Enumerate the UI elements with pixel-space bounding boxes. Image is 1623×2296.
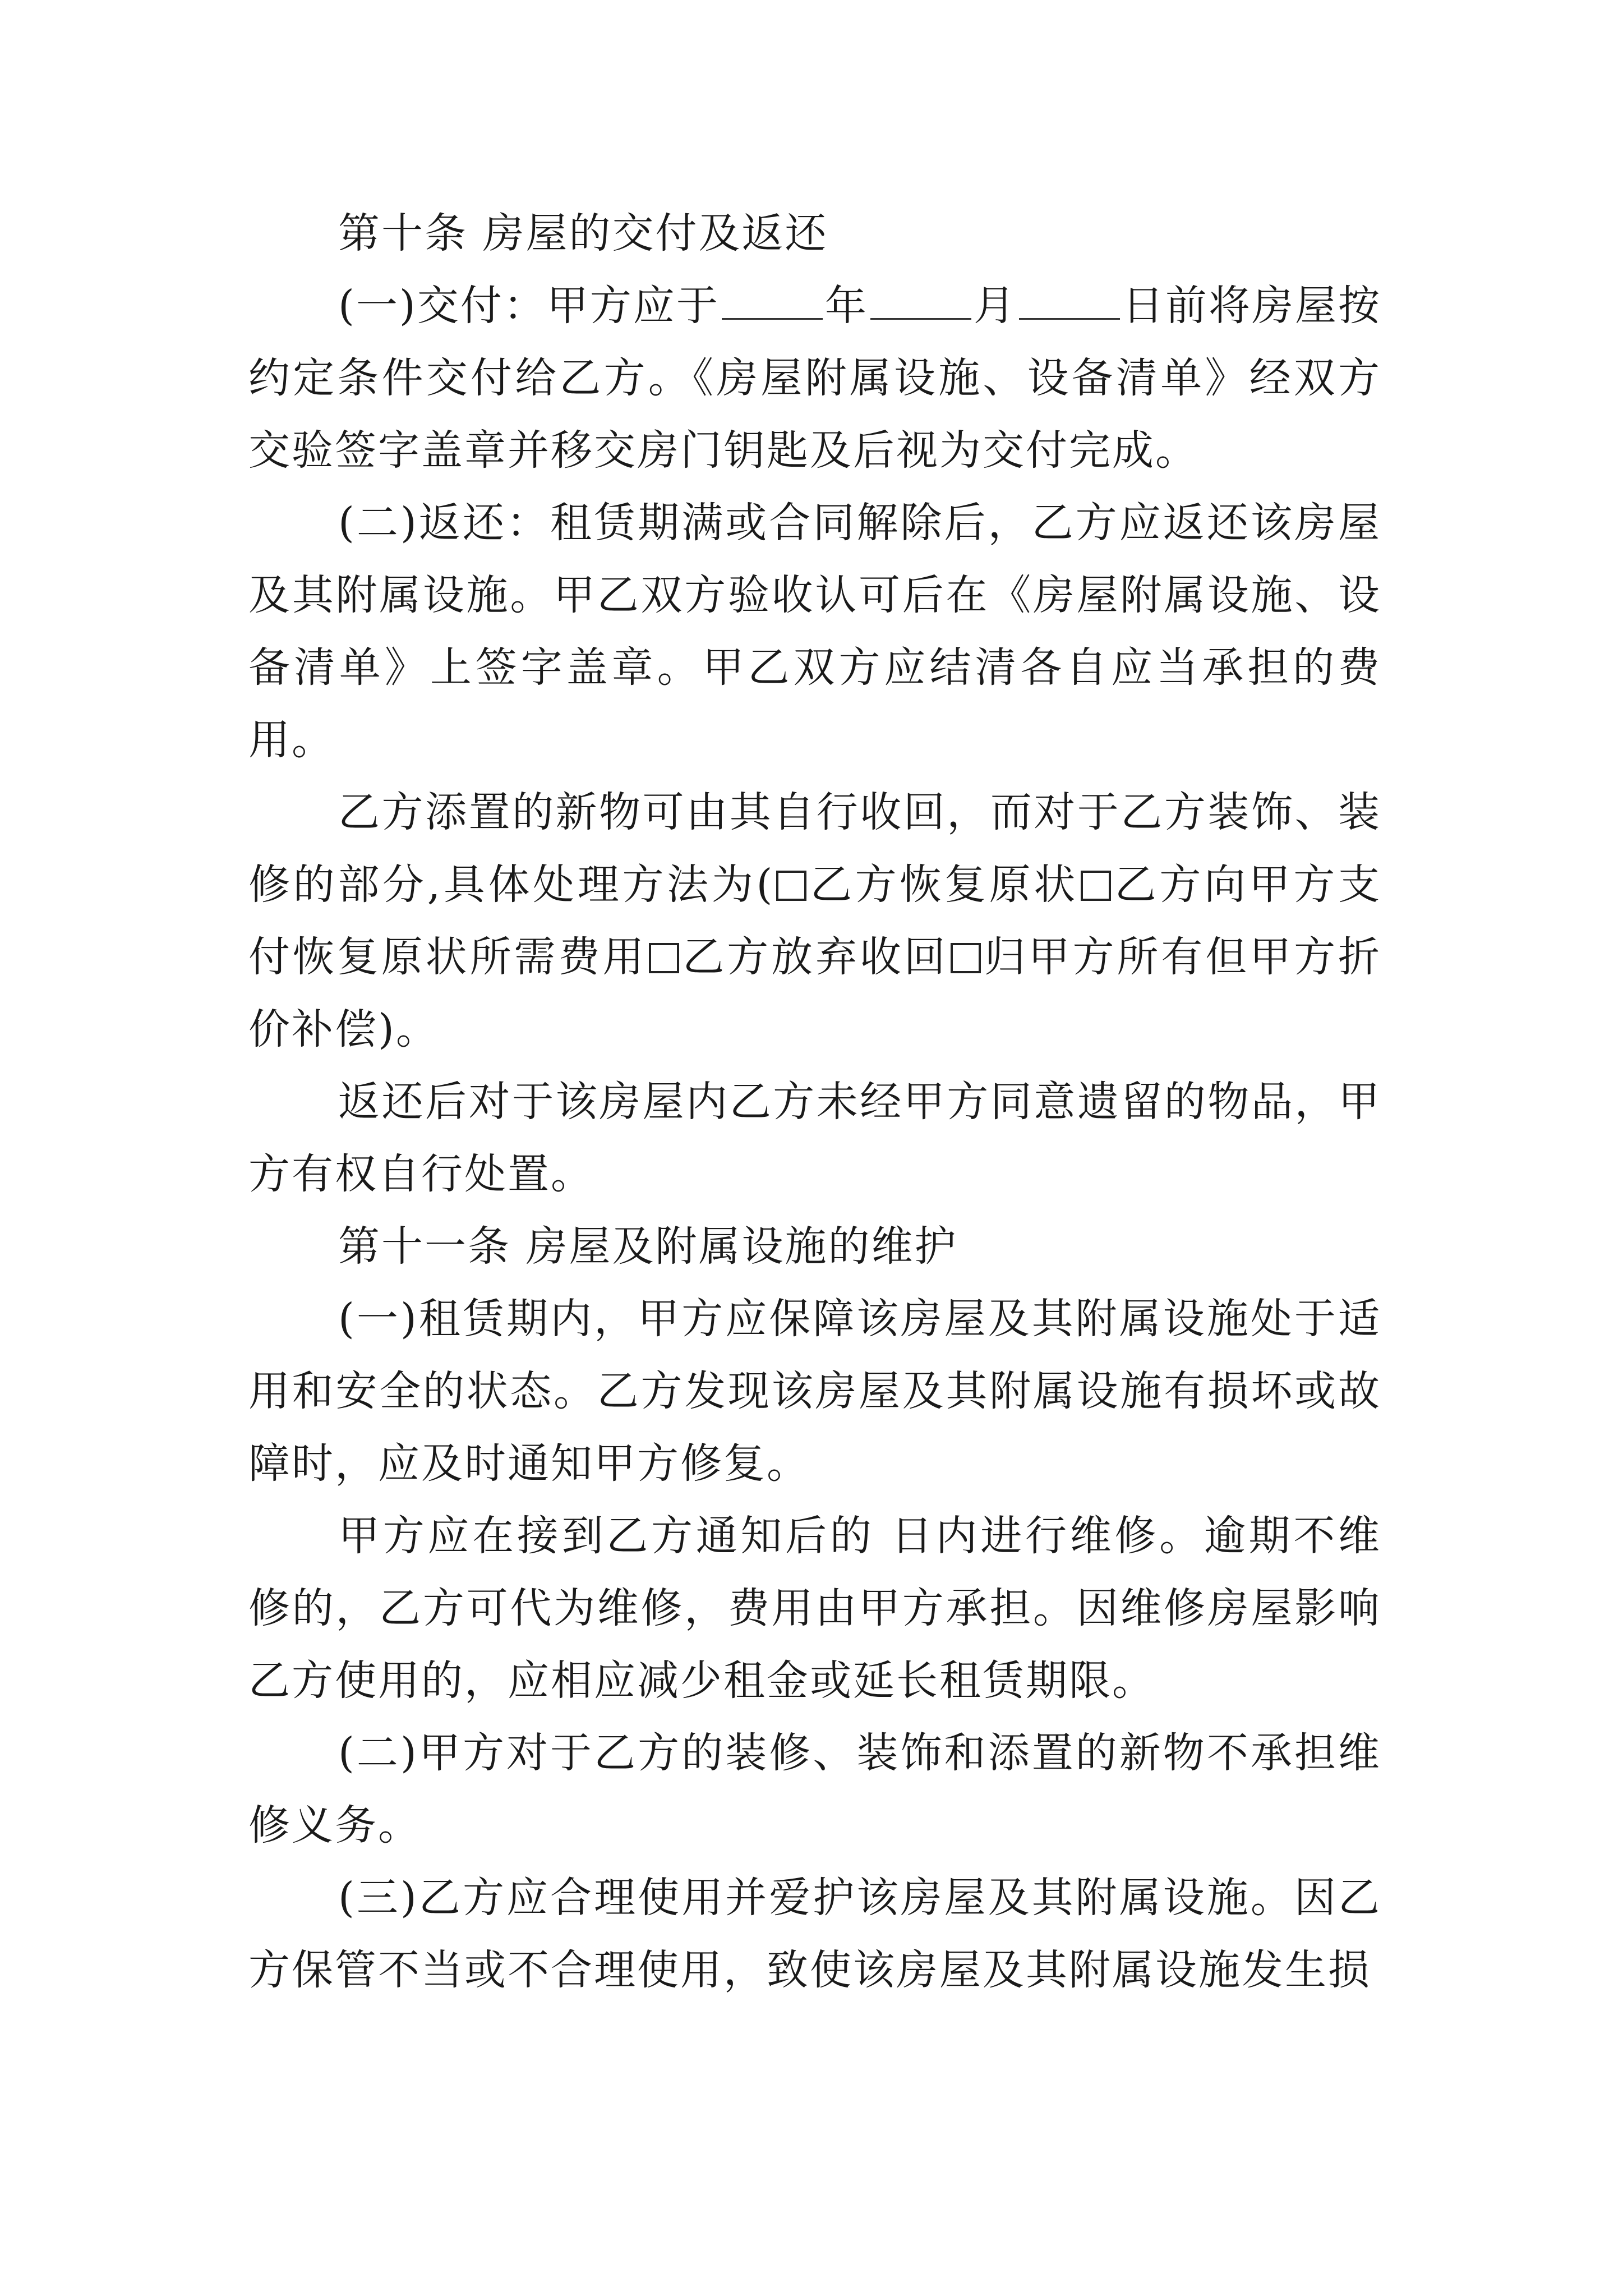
option3-label: 乙方放弃收回 <box>681 933 948 981</box>
document-body <box>248 197 1381 2007</box>
additions-end: )。 <box>378 1005 439 1053</box>
delivery-intro: (一)交付：甲方应于 <box>338 282 720 330</box>
option4-label: 归甲方所有但甲方折价补偿 <box>248 933 1382 1053</box>
option1-label: 乙方恢复原状 <box>809 861 1079 909</box>
article-11-item2-paragraph: (二)甲方对于乙方的装修、装饰和添置的新物不承担维修义务。 <box>248 1729 1381 1849</box>
article-11-item1-paragraph: (一)租赁期内，甲方应保障该房屋及其附属设施处于适用和安全的状态。乙方发现该房屋及其附属设施有损坏或故障时，应及时通知甲方修复。 <box>248 1295 1381 1488</box>
month-blank <box>870 283 971 320</box>
article-11-item3-paragraph: (三)乙方应合理使用并爱护该房屋及其附属设施。因乙方保管不当或不合理使用，致使该房屋及其附属设施发生损 <box>248 1874 1381 1994</box>
article-11-title: 第十一条 房屋及附属设施的维护 <box>338 1222 958 1271</box>
additions-intro: 乙方添置的新物可由其自行收回，而对于乙方装饰、装修的部分,具体处理方法为( <box>248 788 1381 909</box>
delivery-rest: 日前将房屋按约定条件交付给乙方。《房屋附属设施、设备清单》经双方交验签字盖章并移交房门钥匙及后视为交付完成。 <box>248 282 1382 475</box>
article-10-delivery-paragraph <box>248 270 1381 487</box>
option4-checkbox[interactable] <box>951 943 981 973</box>
article-10-leftover-paragraph: 返还后对于该房屋内乙方未经甲方同意遗留的物品，甲方有权自行处置。 <box>248 1078 1381 1198</box>
year-label: 年 <box>824 282 868 330</box>
month-label: 月 <box>973 282 1017 330</box>
option2-checkbox[interactable] <box>1081 871 1111 901</box>
option2-label: 乙方向甲方支付恢复原状所需费用 <box>248 861 1381 981</box>
article-11-repair-paragraph: 甲方应在接到乙方通知后的 日内进行维修。逾期不维修的，乙方可代为维修，费用由甲方承担。因维修房屋影响乙方使用的，应相应减少租金或延长租赁期限。 <box>248 1512 1381 1705</box>
article-10-additions-paragraph <box>248 776 1381 1066</box>
option3-checkbox[interactable] <box>649 943 679 973</box>
article-10-return-paragraph: (二)返还：租赁期满或合同解除后，乙方应返还该房屋及其附属设施。甲乙双方验收认可后在《房屋附属设施、设备清单》上签字盖章。甲乙双方应结清各自应当承担的费用。 <box>248 499 1381 764</box>
article-10-title: 第十条 房屋的交付及返还 <box>338 209 828 257</box>
year-blank <box>722 283 823 320</box>
option1-checkbox[interactable] <box>776 871 806 901</box>
day-blank <box>1019 283 1120 320</box>
